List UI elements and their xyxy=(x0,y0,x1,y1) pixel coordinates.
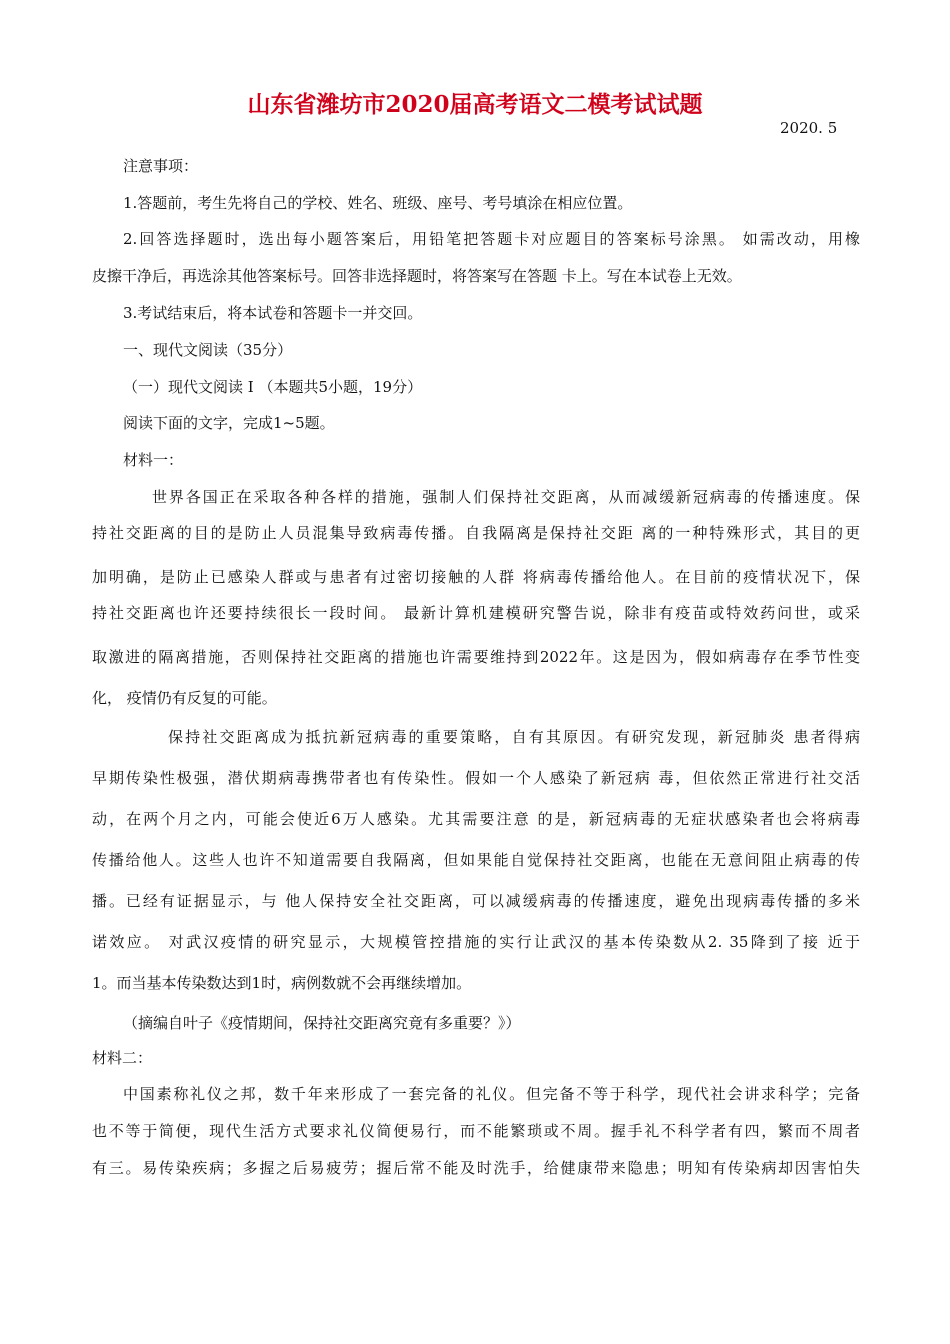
material-1-source: （摘编自叶子《疫情期间，保持社交距离究竟有多重要？》） xyxy=(123,1014,521,1032)
material-2-para-1-line: 有三。易传染疾病；多握之后易疲劳；握后常不能及时洗手，给健康带来隐患；明知有传染病却因害怕失 xyxy=(92,1159,860,1177)
material-1-para-2-line: 动，在两个月之内，可能会使近6万人感染。尤其需要注意 的是，新冠病毒的无症状感染者也会将病毒 xyxy=(92,810,860,828)
notice-item-1: 1.答题前，考生先将自己的学校、姓名、班级、座号、考号填涂在相应位置。 xyxy=(123,194,633,212)
notice-heading: 注意事项： xyxy=(123,157,199,175)
material-1-para-1-line: 加明确，是防止已感染人群或与患者有过密切接触的人群 将病毒传播给他人。在目前的疫情状况下，保 xyxy=(92,568,860,586)
notice-item-2-line-1: 2.回答选择题时，选出每小题答案后，用铅笔把答题卡对应题目的答案标号涂黑。 如需改动，用橡 xyxy=(123,230,860,248)
notice-item-3: 3.考试结束后，将本试卷和答题卡一并交回。 xyxy=(123,304,423,322)
reading-instruction: 阅读下面的文字，完成1~5题。 xyxy=(123,414,335,432)
material-1-para-1-line: 取激进的隔离措施，否则保持社交距离的措施也许需要维持到2022年。这是因为，假如病毒存在季节性变 xyxy=(92,648,860,666)
material-1-para-2-line: 传播给他人。这些人也许不知道需要自我隔离，但如果能自觉保持社交距离，也能在无意间阻止病毒的传 xyxy=(92,851,860,869)
material-2-para-1-line: 也不等于简便，现代生活方式要求礼仪简便易行，而不能繁琐或不周。握手礼不科学者有四，繁而不周者 xyxy=(92,1122,860,1140)
material-1-para-2-line: 播。已经有证据显示，与 他人保持安全社交距离，可以减缓病毒的传播速度，避免出现病毒传播的多米 xyxy=(92,892,860,910)
material-1-para-2-line: 早期传染性极强，潜伏期病毒携带者也有传染性。假如一个人感染了新冠病 毒，但依然正常进行社交活 xyxy=(92,769,860,787)
material-1-para-1-line: 世界各国正在采取各种各样的措施，强制人们保持社交距离，从而减缓新冠病毒的传播速度。保 xyxy=(152,488,860,506)
notice-item-2-line-2: 皮擦干净后，再选涂其他答案标号。回答非选择题时，将答案写在答题 卡上。写在本试卷上无效。 xyxy=(92,267,742,285)
material-1-label: 材料一： xyxy=(123,451,184,469)
material-1-para-2-line: 诺效应。 对武汉疫情的研究显示，大规模管控措施的实行让武汉的基本传染数从2. 35降到了接 近于 xyxy=(92,933,860,951)
material-1-para-2-line: 1。而当基本传染数达到1时，病例数就不会再继续增加。 xyxy=(92,974,472,992)
material-1-para-1-line: 持社交距离的目的是防止人员混集导致病毒传播。自我隔离是保持社交距 离的一种特殊形式，其目的更 xyxy=(92,524,860,542)
material-1-para-1-line: 化， 疫情仍有反复的可能。 xyxy=(92,689,277,707)
material-1-para-2-line: 保持社交距离成为抵抗新冠病毒的重要策略，自有其原因。有研究发现，新冠肺炎 患者得病 xyxy=(168,728,860,746)
section-heading: 一、现代文阅读（35分） xyxy=(123,341,293,359)
material-2-para-1-line: 中国素称礼仪之邦，数千年来形成了一套完备的礼仪。但完备不等于科学，现代社会讲求科学；完备 xyxy=(123,1085,860,1103)
document-date: 2020. 5 xyxy=(780,119,838,137)
material-1-para-1-line: 持社交距离也许还要持续很长一段时间。 最新计算机建模研究警告说，除非有疫苗或特效药问世，或采 xyxy=(92,604,860,622)
subsection-heading: （一）现代文阅读 I （本题共5小题，19分） xyxy=(123,378,423,396)
material-2-label: 材料二： xyxy=(92,1049,153,1067)
document-title: 山东省潍坊市2020届高考语文二模考试试题 xyxy=(247,91,703,118)
